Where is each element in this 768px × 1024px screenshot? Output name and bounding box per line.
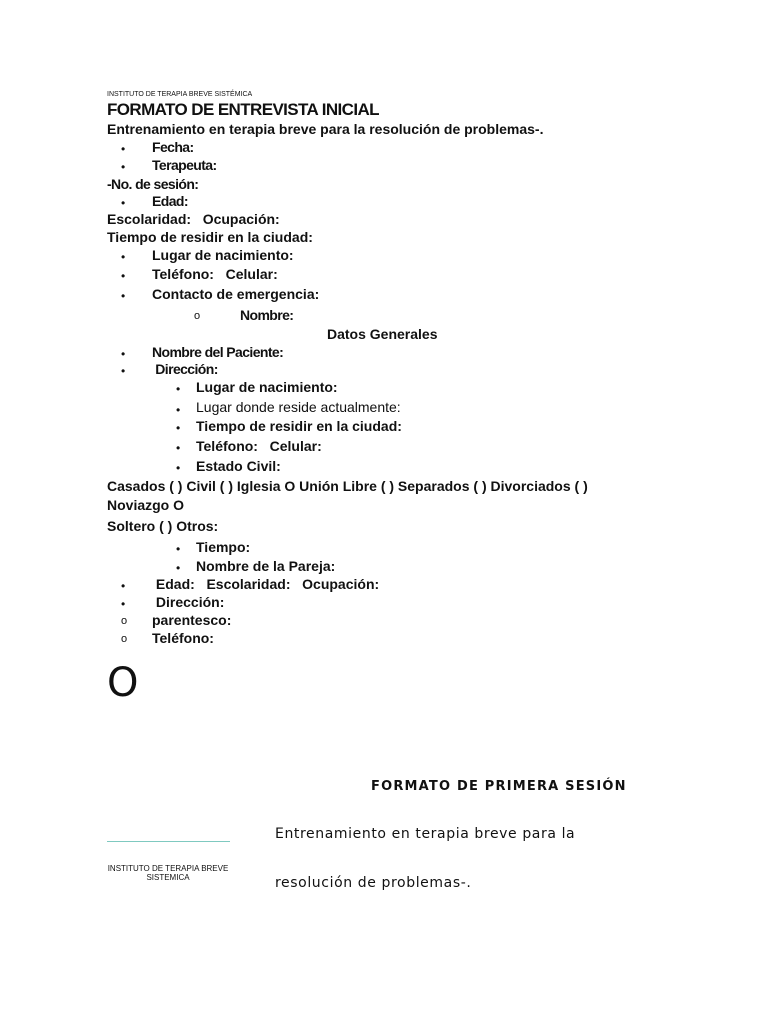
field-sub-lugar-reside: Lugar donde reside actualmente: [196,399,401,415]
bullet-icon: • [176,382,181,396]
large-o-marker: O [107,660,139,706]
estado-civil-noviazgo: Noviazgo O [107,497,185,513]
field-escolaridad-ocupacion: Escolaridad: Ocupación: [107,211,280,227]
field-sub-estado-civil: Estado Civil: [196,458,281,474]
estado-civil-options: Casados ( ) Civil ( ) Iglesia O Unión Libre ( ) Separados ( ) Divorciados ( ) [107,478,588,494]
bullet-icon: • [121,196,126,210]
field-direccion-2: Dirección: [152,594,225,610]
primera-sesion-title: FORMATO DE PRIMERA SESIÓN [371,779,627,794]
document-title: FORMATO DE ENTREVISTA INICIAL [107,100,379,119]
bullet-icon: • [121,364,126,378]
field-sub-tiempo-residir: Tiempo de residir en la ciudad: [196,418,402,434]
field-nombre-pareja: Nombre de la Pareja: [196,558,336,574]
field-nombre: Nombre: [240,307,294,323]
bullet-icon: • [176,542,181,556]
field-no-sesion: -No. de sesión: [107,176,199,192]
entrenamiento-line2: resolución de problemas-. [275,875,472,891]
bullet-icon: • [121,597,126,611]
field-telefono: Teléfono: [152,630,214,646]
institute-box [107,864,229,882]
field-lugar-nacimiento: Lugar de nacimiento: [152,247,294,263]
section-datos-generales: Datos Generales [327,326,438,342]
document-subtitle: Entrenamiento en terapia breve para la resolución de problemas-. [107,121,544,137]
bullet-icon: • [176,421,181,435]
bullet-icon: • [121,142,126,156]
institute-small-header: INSTITUTO DE TERAPIA BREVE SISTÉMICA [107,91,253,98]
field-nombre-paciente: Nombre del Paciente: [152,344,284,360]
field-tiempo: Tiempo: [196,539,251,555]
institute-box-line1: INSTITUTO DE TERAPIA BREVE [107,864,229,873]
field-fecha: Fecha: [152,139,194,155]
sub-marker-o: o [194,310,201,322]
bullet-icon: • [176,441,181,455]
field-terapeuta: Terapeuta: [152,157,217,173]
bullet-icon: • [121,250,126,264]
accent-divider [107,841,230,842]
bullet-icon: • [176,403,181,417]
field-parentesco: parentesco: [152,612,232,628]
sub-marker-o: o [121,615,128,627]
bullet-icon: • [121,269,126,283]
bullet-icon: • [121,579,126,593]
field-direccion: Dirección: [152,361,218,377]
field-telefono-celular: Teléfono: Celular: [152,266,278,282]
bullet-icon: • [121,160,126,174]
field-sub-lugar-nacimiento: Lugar de nacimiento: [196,379,338,395]
entrenamiento-line1: Entrenamiento en terapia breve para la [275,826,576,842]
sub-marker-o: o [121,633,128,645]
field-sub-telefono-celular: Teléfono: Celular: [196,438,322,454]
bullet-icon: • [121,289,126,303]
field-edad-escolaridad-ocupacion: Edad: Escolaridad: Ocupación: [152,576,380,592]
field-soltero-otros: Soltero ( ) Otros: [107,518,219,534]
field-contacto-emergencia: Contacto de emergencia: [152,286,320,302]
bullet-icon: • [176,561,181,575]
field-tiempo-residir: Tiempo de residir en la ciudad: [107,229,313,245]
field-edad: Edad: [152,193,188,209]
bullet-icon: • [121,347,126,361]
institute-box-line2: SISTEMICA [146,873,190,882]
bullet-icon: • [176,461,181,475]
